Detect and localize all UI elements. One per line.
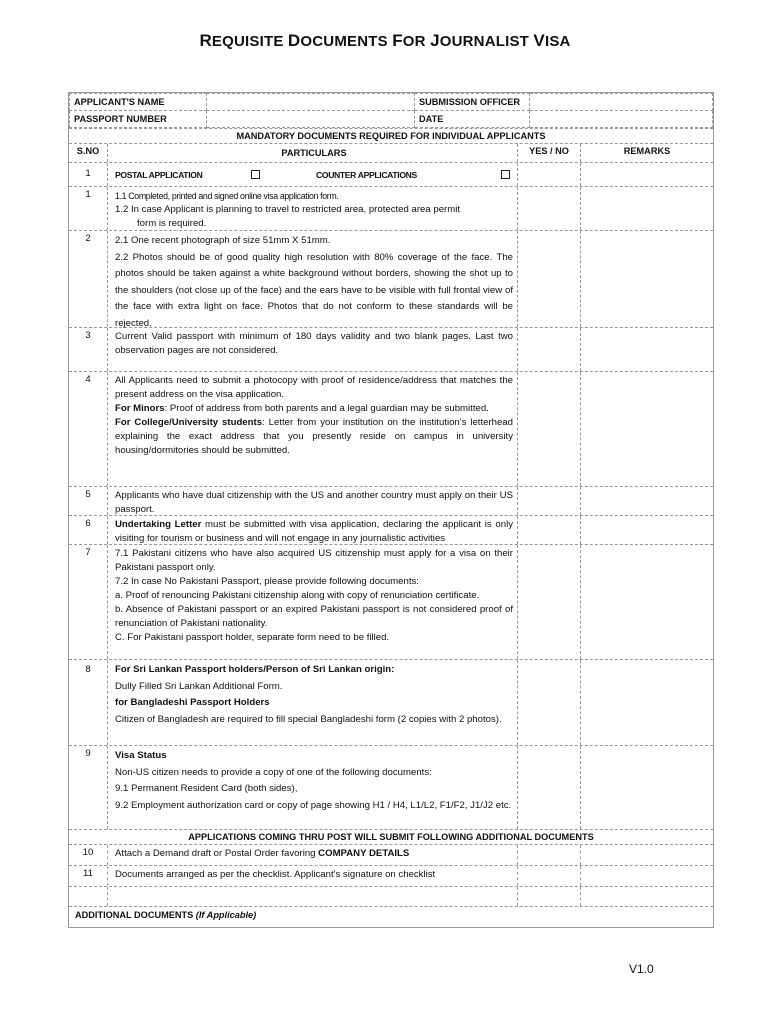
remarks-cell[interactable] (581, 887, 713, 906)
table-row (69, 231, 713, 328)
row-sno: 4 (69, 372, 108, 486)
item-text: Citizen of Bangladesh are required to fill special Bangladeshi form (2 copies with 2 photos). (115, 713, 502, 725)
table-row (69, 866, 713, 887)
item-text: Current Valid passport with minimum of 180 days validity and two blank pages. Last two observation pages are not considered. (115, 331, 513, 356)
item-text: All Applicants need to submit a photocopy with proof of residence/address that matches the present address on the visa application. (115, 375, 513, 400)
row-sno: 10 (69, 845, 108, 865)
table-row (69, 845, 713, 866)
item-heading: for Bangladeshi Passport Holders (115, 697, 270, 708)
counter-applications-label: COUNTER APPLICATIONS (316, 170, 417, 180)
col-sno: S.NO (69, 144, 108, 162)
item-text: : Proof of address from both parents and a legal guardian may be submitted. (164, 403, 489, 414)
col-particulars: PARTICULARS (108, 144, 518, 162)
item-heading: For Sri Lankan Passport holders/Person of Sri Lankan origin: (115, 664, 395, 675)
submission-officer-label: SUBMISSION OFFICER (415, 94, 530, 111)
yes-no-cell[interactable] (518, 487, 581, 515)
item-text: C. For Pakistani passport holder, separate form need to be filled. (115, 632, 390, 643)
yes-no-cell[interactable] (518, 231, 581, 327)
additional-documents-label (69, 907, 262, 927)
applicant-name-label: APPLICANT'S NAME (70, 94, 207, 111)
item-text: a. Proof of renouncing Pakistani citizenship along with copy of renunciation certificate. (115, 590, 480, 601)
yes-no-cell[interactable] (518, 845, 581, 865)
table-row (69, 545, 713, 660)
date-label: DATE (415, 111, 530, 128)
table-row (69, 328, 713, 372)
remarks-cell[interactable] (581, 231, 713, 327)
row-sno: 3 (69, 328, 108, 371)
remarks-cell[interactable] (581, 866, 713, 886)
date-field[interactable] (530, 111, 713, 128)
item-text: Non-US citizen needs to provide a copy of one of the following documents: (115, 766, 432, 778)
item-heading: Undertaking Letter (115, 519, 202, 530)
remarks-cell[interactable] (581, 187, 713, 230)
table-row (69, 187, 713, 231)
applicant-info-table (69, 93, 713, 128)
item-heading: For College/University students (115, 417, 263, 428)
item-text: Dully Filled Sri Lankan Additional Form. (115, 680, 283, 692)
yes-no-cell[interactable] (518, 660, 581, 745)
row-sno: 8 (69, 660, 108, 745)
yes-no-cell[interactable] (518, 746, 581, 829)
row-sno: 7 (69, 545, 108, 659)
yes-no-cell[interactable] (518, 516, 581, 544)
row-sno: 6 (69, 516, 108, 544)
item-text: 9.1 Permanent Resident Card (both sides), (115, 783, 298, 794)
item-text: must be submitted with visa application, declaring the applicant is only visiting for tourism or business and will not engage in any journalistic activities (115, 519, 514, 544)
table-row (69, 746, 713, 830)
column-headers (69, 144, 713, 163)
col-yes-no: YES / NO (518, 144, 581, 162)
item-text: b. Absence of Pakistani passport or an expired Pakistani passport is not considered proof of renunciation of Pakistani nationality. (115, 604, 513, 629)
item-text: form is required. (137, 218, 207, 229)
row-sno: 5 (69, 487, 108, 515)
remarks-cell[interactable] (581, 487, 713, 515)
item-text: Attach a Demand draft or Postal Order favoring (115, 848, 319, 859)
row-sno: 1 (69, 163, 108, 186)
item-text: Applicants who have dual citizenship with the US and another country must apply on their US passport. (115, 490, 513, 515)
applicant-name-field[interactable] (207, 94, 415, 111)
col-remarks: REMARKS (623, 146, 671, 156)
item-text: 1.2 In case Applicant is planning to travel to restricted area, protected area permit (115, 204, 461, 215)
application-type-row (69, 163, 713, 187)
checklist-form (68, 92, 714, 928)
yes-no-cell[interactable] (518, 866, 581, 886)
blank-row (69, 887, 713, 907)
remarks-cell[interactable] (581, 516, 713, 544)
row-sno: 2 (69, 231, 108, 327)
row-sno: 11 (69, 866, 108, 886)
yes-no-cell[interactable] (518, 372, 581, 486)
remarks-cell[interactable] (581, 660, 713, 745)
row-sno (69, 887, 108, 906)
item-text: 1.1 Completed, printed and signed online visa application form. (115, 191, 339, 201)
table-row (69, 660, 713, 746)
table-row (69, 372, 713, 487)
table-row (69, 487, 713, 516)
item-text: 9.2 Employment authorization card or copy of page showing H1 / H4, L1/L2, F1/F2, J1/J2 etc. (115, 799, 512, 811)
postal-application-checkbox[interactable] (251, 170, 260, 179)
item-text: 2.2 Photos should be of good quality high resolution with 80% coverage of the face. The photos should be taken against a white background without borders, showing the shot up to the shoulders (not close up of the face) and the ears have to be visible with full frontal view of the face with extra light on face. Photos that do not conform to these standards will be rejected. (115, 251, 513, 329)
postal-application-label: POSTAL APPLICATION (115, 170, 203, 180)
table-row (69, 516, 713, 545)
item-text: 7.1 Pakistani citizens who have also acquired US citizenship must apply for a visa on their Pakistani passport only. (115, 548, 513, 573)
yes-no-cell[interactable] (518, 328, 581, 371)
item-text: Documents arranged as per the checklist. Applicant's signature on checklist (115, 869, 436, 880)
yes-no-cell[interactable] (518, 163, 581, 186)
remarks-cell[interactable] (581, 746, 713, 829)
yes-no-cell[interactable] (518, 887, 581, 906)
postal-heading: APPLICATIONS COMING THRU POST WILL SUBMIT FOLLOWING ADDITIONAL DOCUMENTS (188, 832, 594, 842)
item-text: : Letter from your institution on the institution's letterhead explaining the exact address that you presently reside on campus in university housing/dormitories should be submitted. (115, 417, 513, 456)
mandatory-heading: MANDATORY DOCUMENTS REQUIRED FOR INDIVIDUAL APPLICANTS (236, 131, 546, 141)
passport-number-field[interactable] (207, 111, 415, 128)
remarks-cell[interactable] (581, 845, 713, 865)
yes-no-cell[interactable] (518, 187, 581, 230)
passport-number-label: PASSPORT NUMBER (70, 111, 207, 128)
item-heading: For Minors (115, 403, 165, 414)
additional-label-text: ADDITIONAL DOCUMENTS (75, 910, 196, 920)
item-heading: COMPANY DETAILS (318, 848, 410, 859)
remarks-cell[interactable] (581, 163, 713, 186)
submission-officer-field[interactable] (530, 94, 713, 111)
yes-no-cell[interactable] (518, 545, 581, 659)
item-heading: Visa Status (115, 750, 167, 761)
item-text: 7.2 In case No Pakistani Passport, please provide following documents: (115, 576, 419, 587)
row-sno: 1 (69, 187, 108, 230)
item-text: 2.1 One recent photograph of size 51mm X 51mm. (115, 235, 331, 246)
blank-particulars[interactable] (108, 887, 518, 906)
counter-applications-checkbox[interactable] (501, 170, 510, 179)
version-label: V1.0 (629, 962, 654, 976)
remarks-cell[interactable] (581, 328, 713, 371)
additional-label-note: (If Applicable) (195, 910, 257, 920)
page-title: REQUISITE DOCUMENTS FOR JOURNALIST VISA (199, 31, 571, 50)
row-sno: 9 (69, 746, 108, 829)
remarks-cell[interactable] (581, 372, 713, 486)
remarks-cell[interactable] (581, 545, 713, 659)
